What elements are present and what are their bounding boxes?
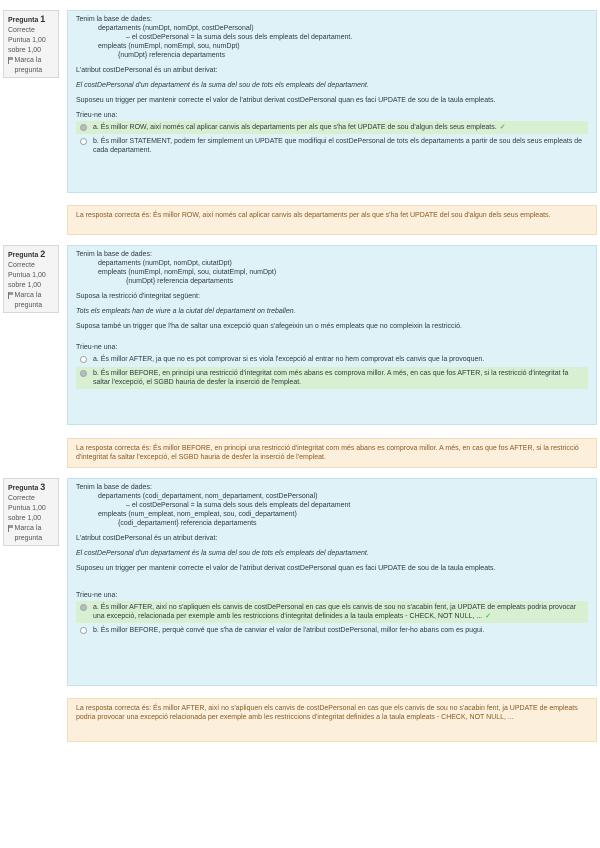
derived-italic: El costDePersonal d'un departament és la suma del sou de tots els empleats del departament. xyxy=(76,82,369,89)
schema-intro: Tenim la base de dades: xyxy=(76,484,152,491)
checkmark-icon: ✓ xyxy=(499,124,506,131)
schema-line: departaments (numDpt, nomDpt, costDePersonal) xyxy=(98,25,254,32)
scenario-text: Suposeu un trigger per mantenir correcte el valor de l'atribut derivat costDePersonal quan es faci UPDATE de sou de la taula empleats. xyxy=(76,565,496,572)
question-1-feedback: La resposta correcta és: És millor ROW, així només cal aplicar canvis als departaments per als que s'ha fet UPDATE del sou d'algun dels seus empleats. xyxy=(67,205,597,235)
schema-line: – el costDePersonal = la suma dels sous dels empleats del departament xyxy=(126,502,351,509)
question-2-number: Pregunta 2 xyxy=(8,249,46,259)
question-2-mark: Puntua 1,00 sobre 1,00 xyxy=(8,272,46,289)
question-2-body xyxy=(67,245,597,425)
choose-label: Trieu-ne una: xyxy=(76,592,118,599)
question-3-feedback: La resposta correcta és: És millor AFTER, així no s'apliquen els canvis de costDePersonal en cas que els canvis de sou no s'acabin fent, ja UPDATE de empleats podria provocar una excepció relacionada per exemple amb les restriccions d'integritat definides a la taula empleats - CHECK, NOT NULL, ... xyxy=(67,698,597,742)
option-b[interactable] xyxy=(76,367,588,389)
question-1-flag[interactable]: Marca la pregunta xyxy=(8,56,54,76)
option-a[interactable] xyxy=(76,121,588,134)
flag-icon xyxy=(8,57,13,64)
choose-label: Trieu-ne una: xyxy=(76,344,118,351)
question-1-body xyxy=(67,10,597,193)
schema-line: {numDpt} referencia departaments xyxy=(118,52,226,59)
derived-italic: El costDePersonal d'un departament és la suma del sou de tots els empleats del departament. xyxy=(76,550,369,557)
question-2-status: Correcte xyxy=(8,262,35,269)
option-text: a. És millor AFTER, ja que no es pot comprovar si es viola l'excepció al entrar no hem comprovat els canvis que la provoquen. xyxy=(93,356,485,363)
option-text: b. És millor STATEMENT, podem fer simplement un UPDATE que modifiqui el costDePersonal de tots els departaments a partir de sou dels seus empleats de cada departament. xyxy=(93,138,583,154)
schema-line: empleats (numEmpl, nomEmpl, sou, ciutatEmpl, numDpt) xyxy=(98,269,277,276)
schema-intro: Tenim la base de dades: xyxy=(76,16,152,23)
radio-button[interactable] xyxy=(80,138,87,145)
option-text: b. És millor BEFORE, en principi una restricció d'integritat com més abans es comprova millor. A més, en cas que fos AFTER, si la restricció d'integritat fa saltar l'excepció, el SGBD hauria de desfer la inserció de l'empleat. xyxy=(93,370,569,386)
schema-line: departaments (codi_departament, nom_departament, costDePersonal) xyxy=(98,493,318,500)
question-1-info xyxy=(3,10,59,78)
option-a[interactable] xyxy=(76,601,588,623)
question-1-mark: Puntua 1,00 sobre 1,00 xyxy=(8,37,46,54)
flag-icon xyxy=(8,525,13,532)
radio-button[interactable] xyxy=(80,356,87,363)
radio-button[interactable] xyxy=(80,370,87,377)
question-1-number: Pregunta 1 xyxy=(8,14,46,24)
derived-italic: Tots els empleats han de viure a la ciutat del departament on treballen. xyxy=(76,308,296,315)
schema-line: empleats (num_empleat, nom_empleat, sou, codi_departament) xyxy=(98,511,297,518)
option-b[interactable] xyxy=(76,624,588,637)
question-3-flag[interactable]: Marca la pregunta xyxy=(8,524,54,544)
option-text: b. És millor BEFORE, perquè convé que s'ha de canviar el valor de l'atribut costDePersonal, millor fer-ho abans com es pugui. xyxy=(93,627,485,634)
question-3-mark: Puntua 1,00 sobre 1,00 xyxy=(8,505,46,522)
question-3-number: Pregunta 3 xyxy=(8,482,46,492)
option-text: a. És millor AFTER, així no s'apliquen els canvis de costDePersonal en cas que els canvis de sou no s'acabin fent, ja UPDATE de empleats podria provocar una excepció, relacionada per exemple amb les restriccions d'integritat definides a la taula empleats - CHECK, NOT NULL, ... xyxy=(93,604,577,620)
schema-line: {numDpt} referencia departaments xyxy=(126,278,234,285)
choose-label: Trieu-ne una: xyxy=(76,112,118,119)
question-2-info xyxy=(3,245,59,313)
question-3-body xyxy=(67,478,597,686)
checkmark-icon: ✓ xyxy=(485,613,491,620)
question-3-info xyxy=(3,478,59,546)
option-b[interactable] xyxy=(76,135,588,157)
flag-icon xyxy=(8,292,13,299)
schema-line: {codi_departament} referencia departaments xyxy=(118,520,257,527)
derived-text: Suposa la restricció d'integritat següent: xyxy=(76,293,200,300)
question-1-status: Correcte xyxy=(8,27,35,34)
schema-line: departaments (numDpt, nomDpt, ciutatDpt) xyxy=(98,260,232,267)
radio-button[interactable] xyxy=(80,604,87,611)
derived-text: L'atribut costDePersonal és un atribut derivat: xyxy=(76,535,218,542)
question-2-flag[interactable]: Marca la pregunta xyxy=(8,291,54,311)
scenario-text: Suposeu un trigger per mantenir correcte el valor de l'atribut derivat costDePersonal quan es faci UPDATE de sou de la taula empleats. xyxy=(76,97,496,104)
option-a[interactable] xyxy=(76,353,588,366)
schema-line: – el costDePersonal = la suma dels sous dels empleats del departament. xyxy=(126,34,353,41)
question-3-status: Correcte xyxy=(8,495,35,502)
question-2-feedback: La resposta correcta és: És millor BEFORE, en principi una restricció d'integritat com més abans es comprova millor. A més, en cas que fos AFTER, si la restricció d'integritat fa saltar l'excepció, el SGBD hauria de desfer la inserció de l'empleat. xyxy=(67,438,597,468)
schema-line: empleats (numEmpl, nomEmpl, sou, numDpt) xyxy=(98,43,240,50)
radio-button[interactable] xyxy=(80,627,87,634)
derived-text: L'atribut costDePersonal és un atribut derivat: xyxy=(76,67,218,74)
scenario-text: Suposa també un trigger que l'ha de saltar una excepció quan s'afegeixin un o més empleats que no compleixin la restricció. xyxy=(76,323,462,330)
schema-intro: Tenim la base de dades: xyxy=(76,251,152,258)
radio-button[interactable] xyxy=(80,124,87,131)
option-text: a. És millor ROW, així només cal aplicar canvis als departaments per als que s'ha fet UPDATE de sou d'algun dels seus empleats. xyxy=(93,124,497,131)
